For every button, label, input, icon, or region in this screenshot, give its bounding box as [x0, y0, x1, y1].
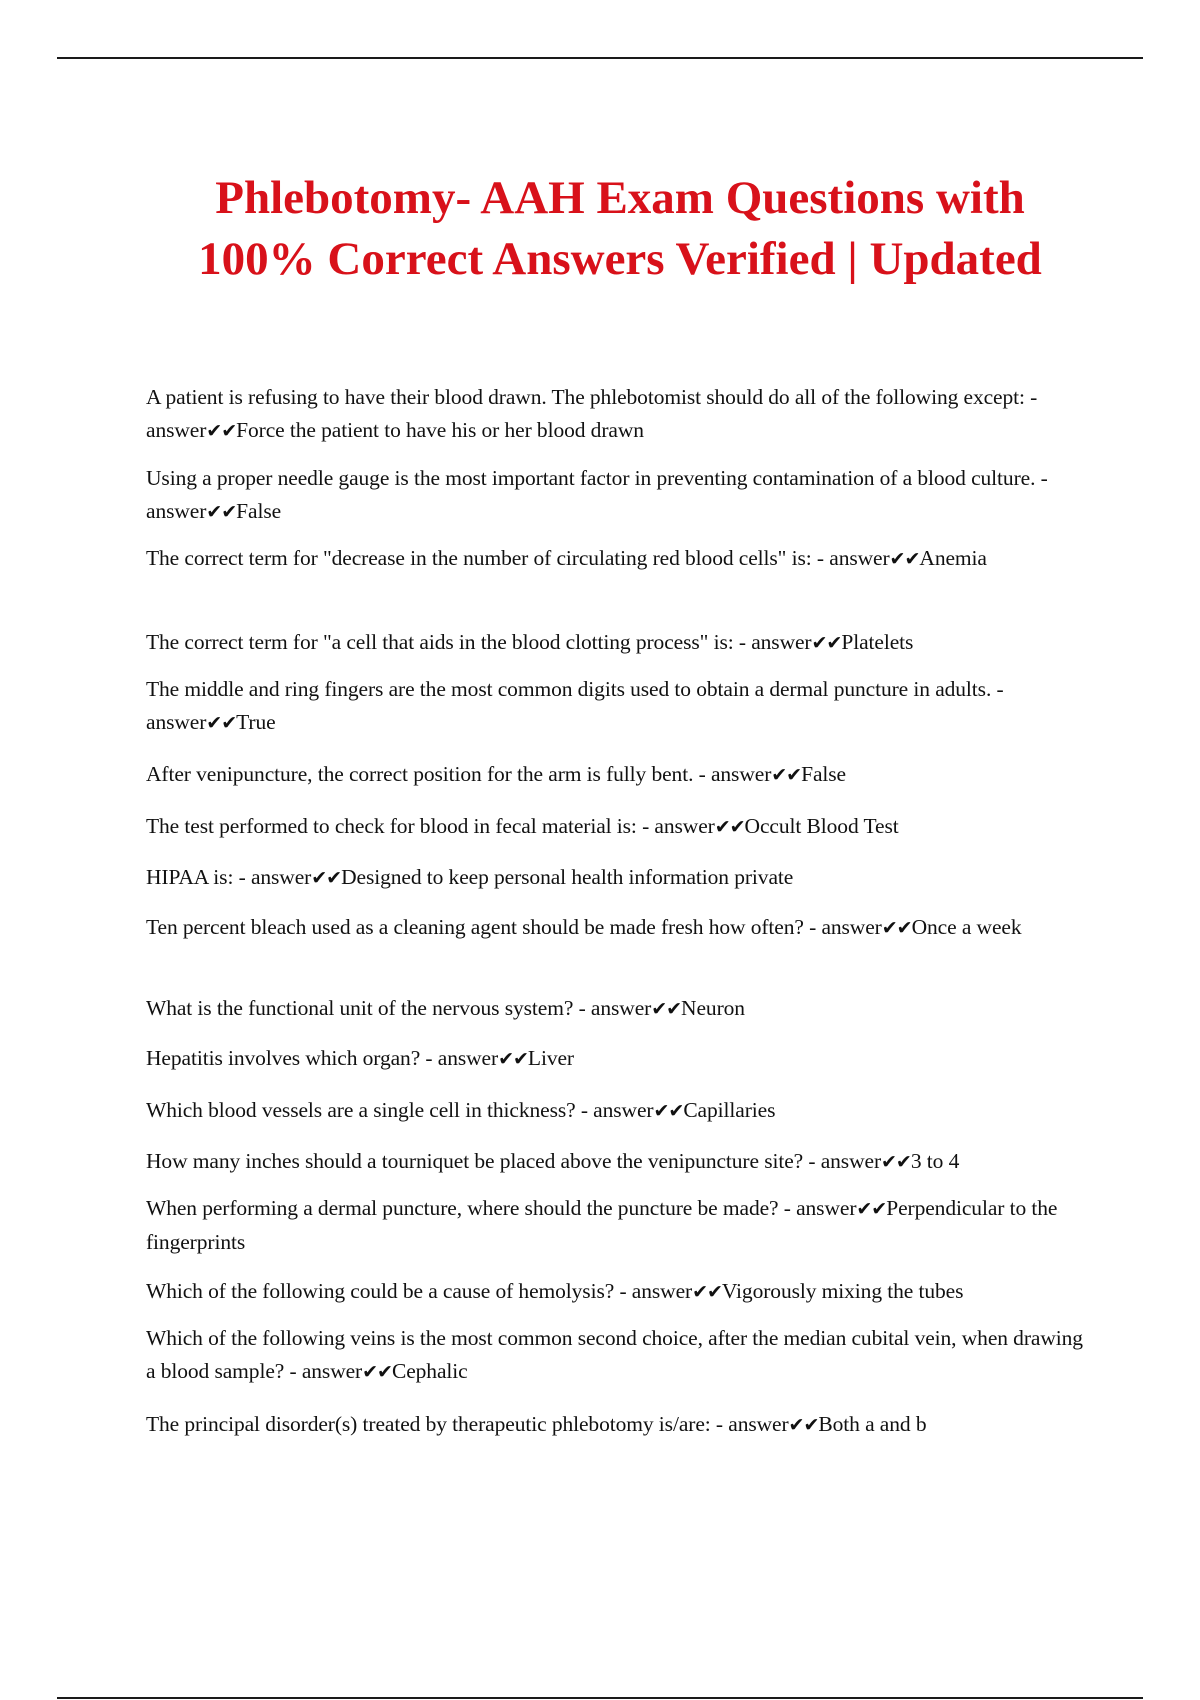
question-text: The principal disorder(s) treated by therapeutic phlebotomy is/are:: [146, 1412, 711, 1436]
answer-separator: - answer: [803, 915, 882, 939]
qa-item: [146, 1042, 1086, 1076]
qa-item: [146, 1192, 1086, 1259]
footer-rule: [57, 1697, 1143, 1699]
double-check-icon: ✔✔: [881, 917, 912, 939]
question-text: The correct term for "a cell that aids in the blood clotting process" is:: [146, 630, 734, 654]
answer-separator: - answer: [233, 865, 312, 889]
answer-text: Both a and b: [818, 1412, 927, 1436]
answer-separator: - answer: [573, 996, 652, 1020]
double-check-icon: ✔✔: [206, 420, 237, 442]
qa-item: [146, 911, 1086, 945]
question-text: The middle and ring fingers are the most common digits used to obtain a dermal puncture in adults.: [146, 677, 992, 701]
qa-item: [146, 1322, 1086, 1389]
qa-item: [146, 1145, 1086, 1179]
double-check-icon: ✔✔: [653, 1100, 684, 1122]
double-check-icon: ✔✔: [206, 712, 237, 734]
answer-separator: - answer: [146, 677, 1004, 734]
answer-text: False: [236, 499, 282, 523]
answer-text: Perpendicular to the fingerprints: [146, 1196, 1058, 1254]
question-text: Which of the following could be a cause of hemolysis?: [146, 1279, 615, 1303]
title-line-2: 100% Correct Answers Verified | Updated: [198, 233, 1042, 285]
double-check-icon: ✔✔: [788, 1414, 819, 1436]
double-check-icon: ✔✔: [771, 764, 802, 786]
question-text: Ten percent bleach used as a cleaning agent should be made fresh how often?: [146, 915, 804, 939]
double-check-icon: ✔✔: [714, 816, 745, 838]
double-check-icon: ✔✔: [362, 1361, 392, 1383]
answer-text: True: [236, 710, 276, 734]
question-text: Which of the following veins is the most common second choice, after the median cubital vein, when drawing a blood sample?: [146, 1326, 1083, 1383]
answer-separator: - answer: [575, 1098, 654, 1122]
answer-text: Platelets: [841, 630, 914, 654]
question-text: A patient is refusing to have their blood drawn. The phlebotomist should do all of the following except:: [146, 385, 1025, 409]
qa-item: [146, 992, 1086, 1026]
answer-separator: - answer: [803, 1149, 882, 1173]
qa-item: [146, 758, 1086, 792]
answer-separator: - answer: [636, 814, 715, 838]
qa-item: [146, 673, 1086, 740]
double-check-icon: ✔✔: [651, 998, 682, 1020]
answer-separator: - answer: [420, 1046, 499, 1070]
question-text: After venipuncture, the correct position for the arm is fully bent.: [146, 762, 694, 786]
answer-separator: - answer: [146, 466, 1048, 523]
answer-text: False: [801, 762, 846, 786]
answer-text: Neuron: [681, 996, 745, 1020]
qa-item: [146, 462, 1086, 529]
answer-text: Liver: [527, 1046, 574, 1070]
qa-item: [146, 1275, 1086, 1309]
question-text: Which blood vessels are a single cell in thickness?: [146, 1098, 576, 1122]
document-title: [0, 168, 1200, 290]
answer-text: Capillaries: [683, 1098, 776, 1122]
double-check-icon: ✔✔: [692, 1281, 722, 1303]
qa-item: [146, 861, 1086, 895]
double-check-icon: ✔✔: [498, 1048, 528, 1070]
qa-item: [146, 542, 1086, 576]
answer-separator: - answer: [693, 762, 772, 786]
answer-text: Occult Blood Test: [744, 814, 899, 838]
question-text: Hepatitis involves which organ?: [146, 1046, 421, 1070]
answer-text: Force the patient to have his or her blood drawn: [236, 418, 644, 442]
double-check-icon: ✔✔: [811, 632, 842, 654]
question-text: When performing a dermal puncture, where should the puncture be made?: [146, 1196, 779, 1220]
qa-item: [146, 381, 1086, 448]
double-check-icon: ✔✔: [206, 501, 237, 523]
question-text: The test performed to check for blood in fecal material is:: [146, 814, 637, 838]
title-line-1: Phlebotomy- AAH Exam Questions with: [215, 172, 1025, 224]
answer-separator: - answer: [733, 630, 812, 654]
answer-separator: - answer: [811, 546, 890, 570]
double-check-icon: ✔✔: [311, 867, 342, 889]
question-text: How many inches should a tourniquet be placed above the venipuncture site?: [146, 1149, 804, 1173]
answer-text: Designed to keep personal health information private: [341, 865, 794, 889]
qa-item: [146, 1094, 1086, 1128]
answer-separator: - answer: [710, 1412, 789, 1436]
answer-text: Cephalic: [391, 1359, 468, 1383]
question-text: The correct term for "decrease in the number of circulating red blood cells" is:: [146, 546, 812, 570]
answer-separator: - answer: [284, 1359, 363, 1383]
answer-separator: - answer: [146, 385, 1038, 442]
answer-separator: - answer: [778, 1196, 857, 1220]
double-check-icon: ✔✔: [889, 548, 920, 570]
qa-item: [146, 626, 1086, 660]
qa-item: [146, 810, 1086, 844]
question-text: What is the functional unit of the nervous system?: [146, 996, 574, 1020]
question-text: HIPAA is:: [146, 865, 234, 889]
answer-separator: - answer: [614, 1279, 693, 1303]
answer-text: 3 to 4: [910, 1149, 960, 1173]
question-text: Using a proper needle gauge is the most important factor in preventing contamination of a blood culture.: [146, 466, 1036, 490]
answer-text: Anemia: [919, 546, 987, 570]
header-rule: [57, 57, 1143, 59]
answer-text: Vigorously mixing the tubes: [721, 1279, 964, 1303]
qa-item: [146, 1408, 1086, 1442]
double-check-icon: ✔✔: [856, 1198, 887, 1220]
answer-text: Once a week: [911, 915, 1022, 939]
double-check-icon: ✔✔: [881, 1151, 911, 1173]
